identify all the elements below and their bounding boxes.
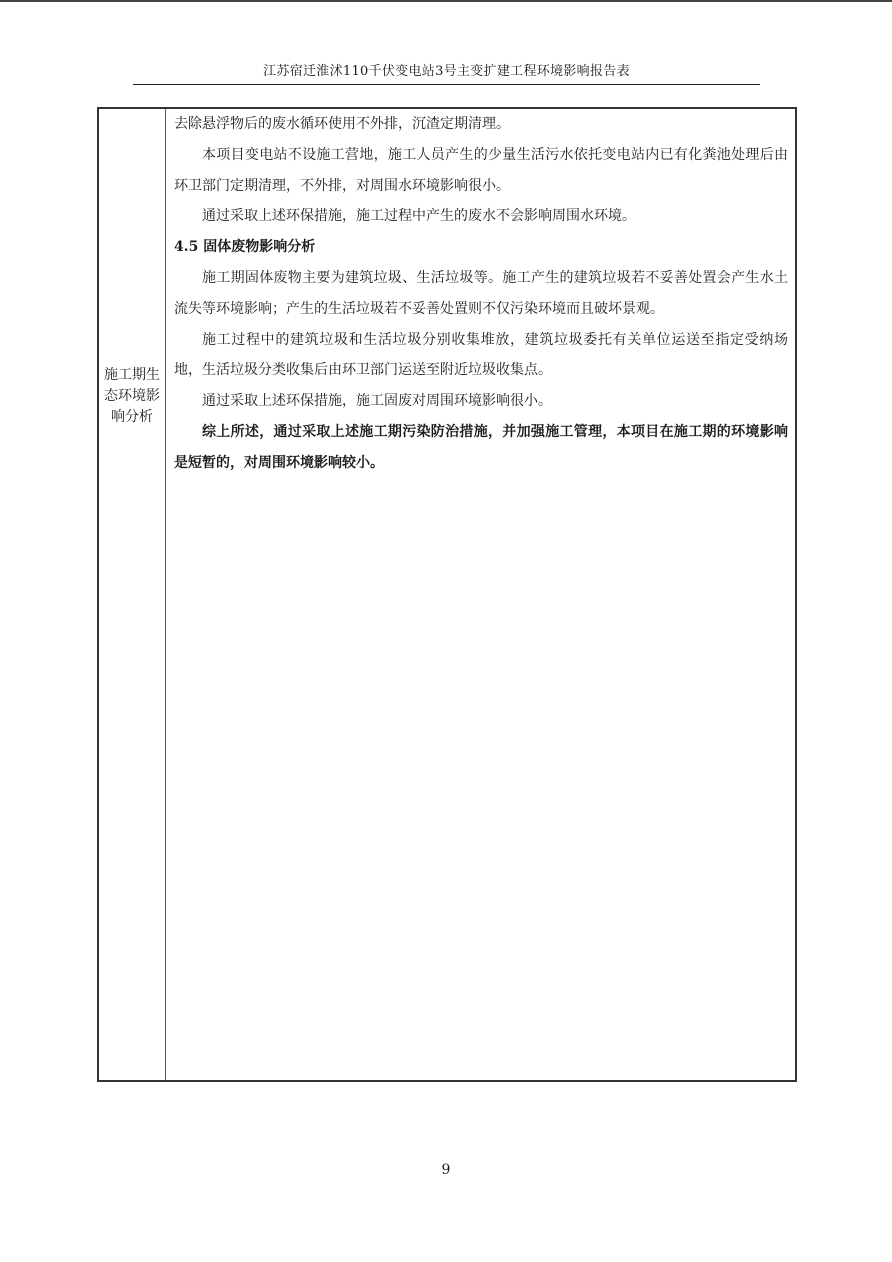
paragraph-solid-waste-summary: 通过采取上述环保措施，施工固废对周围环境影响很小。 [202,393,552,410]
paragraph-solid-waste-handling: 施工过程中的建筑垃圾和生活垃圾分别收集堆放，建筑垃圾委托有关单位运送至指定受纳场地，生活垃圾分类收集后由环卫部门运送至附近垃圾收集点。 [174,331,788,379]
page-header [133,62,760,85]
page-number: 9 [441,1162,451,1178]
paragraph-sewage: 本项目变电站不设施工营地，施工人员产生的少量生活污水依托变电站内已有化粪池处理后由环卫部门定期清理，不外排，对周围水环境影响很小。 [174,146,788,194]
paragraph-solid-waste-sources: 施工期固体废物主要为建筑垃圾、生活垃圾等。施工产生的建筑垃圾若不妥善处置会产生水土流失等环境影响；产生的生活垃圾若不妥善处置则不仅污染环境而且破坏景观。 [174,269,788,317]
row-label-cell [99,109,166,1080]
report-table [97,107,797,1082]
content-cell [174,109,788,479]
top-rule [0,0,892,2]
row-label: 施工期生态环境影响分析 [104,367,160,425]
paragraph-wastewater-summary: 通过采取上述环保措施，施工过程中产生的废水不会影响周围水环境。 [202,208,636,225]
header-title: 江苏宿迁淮沭110千伏变电站3号主变扩建工程环境影响报告表 [263,64,630,79]
section-heading-solid-waste: 4.5 固体废物影响分析 [174,239,316,256]
paragraph-conclusion: 综上所述，通过采取上述施工期污染防治措施，并加强施工管理，本项目在施工期的环境影响是短暂的，对周围环境影响较小。 [174,423,788,471]
paragraph-continuation: 去除悬浮物后的废水循环使用不外排，沉渣定期清理。 [174,116,510,132]
